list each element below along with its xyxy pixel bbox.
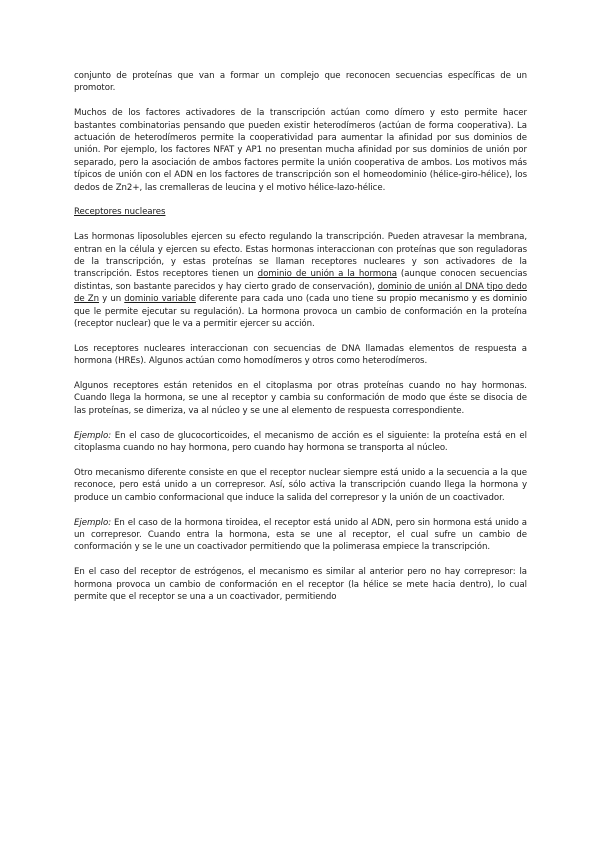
example-label: Ejemplo:	[74, 430, 112, 441]
text-run: En el caso de glucocorticoides, el mecanismo de acción es el siguiente: la proteína está en el citoplasma cuando no hay hormona, pero cuando hay hormona se transporta al núcleo.	[74, 430, 527, 454]
example-label: Ejemplo:	[74, 517, 112, 528]
paragraph-continuation: conjunto de proteínas que van a formar un complejo que reconocen secuencias específicas de un promotor.	[74, 71, 527, 94]
paragraph-heterodimers: Muchos de los factores activadores de la transcripción actúan como dímero y esto permite hacer bastantes combinatorias pensando que pueden existir heterodímeros (actúan de forma cooperativa). La actuación de heterodímeros permite la cooperatividad para aumentar la afinidad por sus dominios de unión. Por ejemplo, los factores NFAT y AP1 no presentan mucha afinidad por sus dominios de unión por separado, pero la asociación de ambos factores permite la unión cooperativa de ambos. Los motivos más típicos de unión con el ADN en los factores de transcripción son el homeodominio (hélice-giro-hélice), los dedos de Zn2+, las cremalleras de leucina y el motivo hélice-lazo-hélice.	[74, 108, 527, 193]
text-run: (aunque conocen secuencias distintas, son bastante parecidos y hay cierto grado de conservación),	[74, 269, 527, 292]
text-run: Las hormonas liposolubles ejercen su efecto regulando la transcripción. Pueden atravesar la membrana, entran en la célula y ejercen su efecto. Estas hormonas interaccionan con proteínas que son reguladoras de la transcripción, y estas proteínas se llaman receptores nucleares y son activadores de la transcripción. Estos receptores tienen un	[74, 232, 527, 280]
paragraph-estrogen-receptor: En el caso del receptor de estrógenos, el mecanismo es similar al anterior pero no hay correpresor: la hormona provoca un cambio de conformación en el receptor (la hélice se mete hacia dentro), lo cual permite que el receptor se una a un coactivador, permitiendo	[74, 567, 527, 602]
paragraph-example-glucocorticoids	[74, 430, 527, 455]
paragraph-corepressor-mechanism: Otro mecanismo diferente consiste en que el receptor nuclear siempre está unido a la secuencia a la que reconoce, pero está unido a un correpresor. Así, sólo activa la transcripción cuando llega la hormona y produce un cambio conformacional que induce la salida del correpresor y la unión de un coactivador.	[74, 467, 527, 503]
paragraph-example-thyroid	[74, 517, 527, 554]
document-body	[74, 70, 527, 616]
paragraph-cytoplasm-retention: Algunos receptores están retenidos en el citoplasma por otras proteínas cuando no hay hormonas. Cuando llega la hormona, se une al receptor y cambia su conformación de modo que éste se disocia de las proteínas, se dimeriza, va al núcleo y se une al elemento de respuesta correspondiente.	[74, 381, 527, 416]
text-run: y un	[99, 294, 125, 305]
section-heading-receptores-nucleares: Receptores nucleares	[74, 207, 166, 218]
paragraph-hres: Los receptores nucleares interaccionan con secuencias de DNA llamadas elementos de respuesta a hormona (HREs). Algunos actúan como homodímeros y otros como heterodímeros.	[74, 343, 527, 367]
text-run: diferente para cada uno (cada uno tiene su propio mecanismo y es dominio que le permite ejecutar su regulación). La hormona provoca un cambio de conformación en la proteína (receptor nuclear) que le va a permitir ejercer su acción.	[74, 294, 528, 330]
text-run: En el caso de la hormona tiroidea, el receptor está unido al ADN, pero sin hormona está unido a un correpresor. Cuando entra la hormona, esta se une al receptor, el cual sufre un cambio de conformación y se le une un coactivador permitiendo que la polimerasa empiece la transcripción.	[74, 517, 527, 553]
underlined-term-dna-domain: dominio de unión al DNA tipo dedo de Zn	[74, 281, 528, 305]
paragraph-liposolubles	[74, 231, 527, 330]
underlined-term-variable-domain: dominio variable	[124, 294, 196, 305]
underlined-term-hormone-domain: dominio de unión a la hormona	[257, 269, 397, 280]
